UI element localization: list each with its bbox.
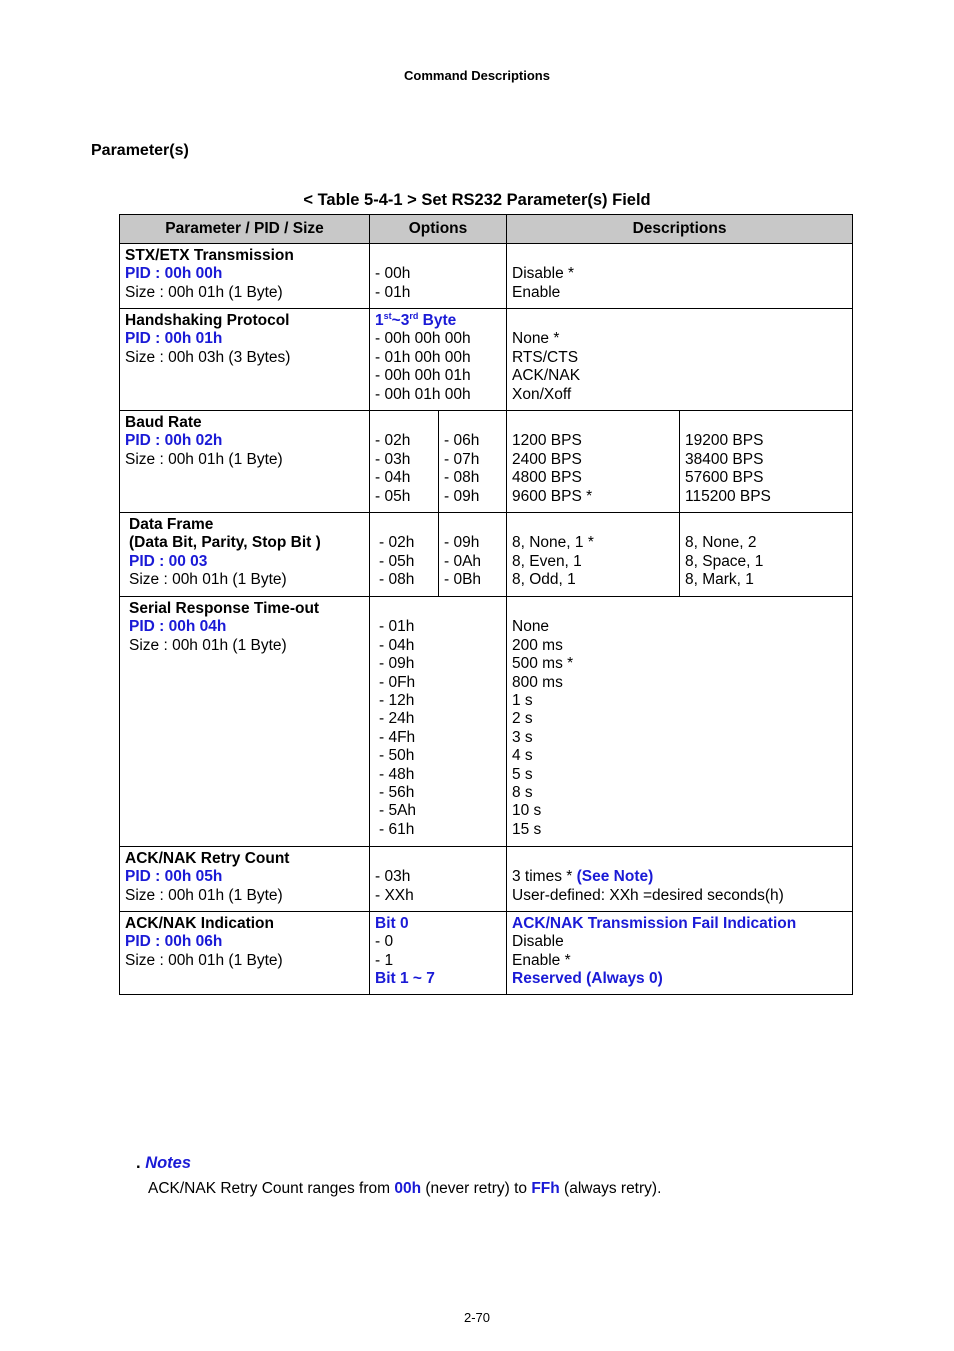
param-pid: PID : 00h 06h (125, 933, 223, 951)
param-cell (120, 411, 370, 513)
descriptions-cell-a (507, 513, 680, 597)
header-parameter: Parameter / PID / Size (120, 215, 370, 244)
option-value: - 0Bh (444, 571, 482, 589)
header-descriptions: Descriptions (507, 215, 853, 244)
descriptions-cell (507, 597, 853, 847)
option-value: - 56h (379, 784, 415, 802)
option-value: - 09h (444, 534, 480, 552)
options-cell-b (439, 411, 507, 513)
options-cell (370, 912, 507, 995)
param-size: Size : 00h 01h (1 Byte) (129, 636, 287, 654)
descriptions-cell (507, 847, 853, 912)
option-value: - 04h (379, 636, 415, 654)
option-value: - 0 (375, 933, 394, 951)
description-title: ACK/NAK Transmission Fail Indication (512, 915, 797, 932)
description-value: User-defined: XXh =desired seconds(h) (512, 886, 784, 904)
description-value: 4 s (512, 747, 533, 765)
description-value: 200 ms (512, 636, 563, 654)
option-value: - 00h 01h 00h (375, 385, 471, 403)
param-name-detail: (Data Bit, Parity, Stop Bit ) (129, 534, 321, 552)
param-cell (120, 847, 370, 912)
param-name: ACK/NAK Indication (125, 915, 274, 932)
description-value: Enable (512, 283, 561, 301)
param-size: Size : 00h 01h (1 Byte) (125, 886, 283, 904)
description-value: Disable (512, 933, 564, 951)
param-size: Size : 00h 01h (1 Byte) (129, 571, 287, 589)
option-value: - 1 (375, 951, 394, 969)
param-pid: PID : 00h 01h (125, 330, 223, 348)
see-note-link[interactable]: (See Note) (576, 868, 654, 886)
descriptions-cell-b (680, 411, 853, 513)
description-value: 2400 BPS (512, 450, 582, 468)
description-value: 1 s (512, 692, 533, 710)
options-cell (370, 597, 507, 847)
description-value: 800 ms (512, 673, 563, 691)
param-name: Baud Rate (125, 414, 202, 431)
option-value: - 05h (379, 552, 415, 570)
table-header-row (120, 215, 853, 244)
option-value: - 12h (379, 692, 415, 710)
description-value: 1200 BPS (512, 432, 582, 450)
header-options: Options (370, 215, 507, 244)
description-value: 8, Even, 1 (512, 552, 582, 570)
descriptions-cell (507, 912, 853, 995)
descriptions-cell (507, 244, 853, 309)
description-value: 2 s (512, 710, 533, 728)
table-row-stx-etx (120, 244, 853, 309)
option-value: - 09h (444, 487, 480, 505)
option-value: - 04h (375, 469, 411, 487)
option-value: - 08h (444, 469, 480, 487)
table-caption: < Table 5-4-1 > Set RS232 Parameter(s) Field (303, 191, 651, 209)
table-row-response-timeout (120, 597, 853, 847)
option-value: - 06h (444, 432, 480, 450)
option-value: - 61h (379, 820, 415, 838)
option-value: - 01h (379, 618, 415, 636)
option-value: - 09h (379, 655, 415, 673)
description-value: 19200 BPS (685, 432, 764, 450)
option-value: - 50h (379, 747, 415, 765)
param-size: Size : 00h 01h (1 Byte) (125, 283, 283, 301)
param-name: Data Frame (129, 516, 214, 533)
description-value: 8, Odd, 1 (512, 571, 576, 589)
byte-range-label: 1st~3rd Byte (375, 310, 457, 329)
param-cell (120, 513, 370, 597)
description-value: 5 s (512, 765, 533, 783)
param-pid: PID : 00h 02h (125, 432, 223, 450)
table-row-ack-nak-indication (120, 912, 853, 995)
option-value: - 24h (379, 710, 415, 728)
options-cell (370, 847, 507, 912)
descriptions-cell-a (507, 411, 680, 513)
table-row-handshaking (120, 309, 853, 411)
rs232-parameter-table (119, 214, 853, 995)
param-pid: PID : 00h 00h (125, 265, 223, 283)
option-value: - 02h (375, 432, 411, 450)
option-value: - 03h (375, 450, 411, 468)
description-value: ACK/NAK (512, 367, 581, 385)
description-value: 9600 BPS * (512, 487, 593, 505)
option-value: - 08h (379, 571, 415, 589)
option-value: - 48h (379, 765, 415, 783)
description-value: 115200 BPS (685, 487, 771, 505)
description-value: 8, None, 1 * (512, 534, 594, 552)
options-cell-a (370, 513, 439, 597)
table-row-data-frame (120, 513, 853, 597)
option-value: - 00h 00h 01h (375, 367, 471, 385)
param-pid: PID : 00h 04h (129, 618, 227, 636)
options-cell-b (439, 513, 507, 597)
option-value: - 01h 00h 00h (375, 348, 471, 366)
page-number: 2-70 (463, 1310, 491, 1325)
section-title: Parameter(s) (91, 142, 189, 159)
options-cell (370, 309, 507, 411)
page-header: Command Descriptions (404, 68, 550, 83)
notes-title: . Notes (136, 1154, 192, 1172)
description-value: 57600 BPS (685, 469, 764, 487)
description-value: 8, Space, 1 (685, 552, 764, 570)
description-value: 10 s (512, 802, 542, 820)
table-row-baud-rate (120, 411, 853, 513)
option-value: - 4Fh (379, 728, 416, 746)
param-cell (120, 912, 370, 995)
description-value: None * (512, 330, 560, 348)
description-value: 8 s (512, 784, 533, 802)
description-value: Xon/Xoff (512, 385, 572, 403)
param-cell (120, 597, 370, 847)
option-value: - 02h (379, 534, 415, 552)
description-value: 15 s (512, 820, 542, 838)
param-size: Size : 00h 01h (1 Byte) (125, 951, 283, 969)
description-value: Disable * (512, 265, 575, 283)
description-value: 500 ms * (512, 655, 574, 673)
param-name: STX/ETX Transmission (125, 247, 294, 264)
options-cell-a (370, 411, 439, 513)
notes-text: ACK/NAK Retry Count ranges from 00h (never retry) to FFh (always retry). (148, 1180, 662, 1197)
description-value: None (512, 618, 550, 636)
param-size: Size : 00h 03h (3 Bytes) (125, 348, 291, 366)
param-name: ACK/NAK Retry Count (125, 850, 290, 867)
option-value: - 0Ah (444, 552, 482, 570)
option-value: - 05h (375, 487, 411, 505)
description-value: 8, Mark, 1 (685, 571, 754, 589)
option-value: - 03h (375, 868, 411, 886)
option-value: - 00h (375, 265, 411, 283)
description-value: 8, None, 2 (685, 534, 757, 552)
bit-label: Bit 1 ~ 7 (375, 970, 435, 988)
description-value: 38400 BPS (685, 450, 764, 468)
param-name: Serial Response Time-out (129, 600, 320, 617)
option-value: - 5Ah (379, 802, 417, 820)
param-cell (120, 309, 370, 411)
param-cell (120, 244, 370, 309)
param-size: Size : 00h 01h (1 Byte) (125, 450, 283, 468)
descriptions-cell (507, 309, 853, 411)
option-value: - 01h (375, 283, 411, 301)
option-value: - XXh (375, 886, 414, 904)
description-value: 3 times * (See Note) (512, 868, 654, 886)
reserved-label: Reserved (Always 0) (512, 970, 663, 988)
bit-label: Bit 0 (375, 915, 409, 932)
options-cell (370, 244, 507, 309)
description-value: 3 s (512, 728, 533, 746)
option-value: - 0Fh (379, 673, 416, 691)
description-value: Enable * (512, 951, 571, 969)
param-pid: PID : 00 03 (129, 552, 208, 570)
description-value: 4800 BPS (512, 469, 582, 487)
descriptions-cell-b (680, 513, 853, 597)
option-value: - 07h (444, 450, 480, 468)
description-value: RTS/CTS (512, 348, 579, 366)
param-pid: PID : 00h 05h (125, 868, 223, 886)
param-name: Handshaking Protocol (125, 312, 290, 329)
table-row-retry-count (120, 847, 853, 912)
option-value: - 00h 00h 00h (375, 330, 471, 348)
